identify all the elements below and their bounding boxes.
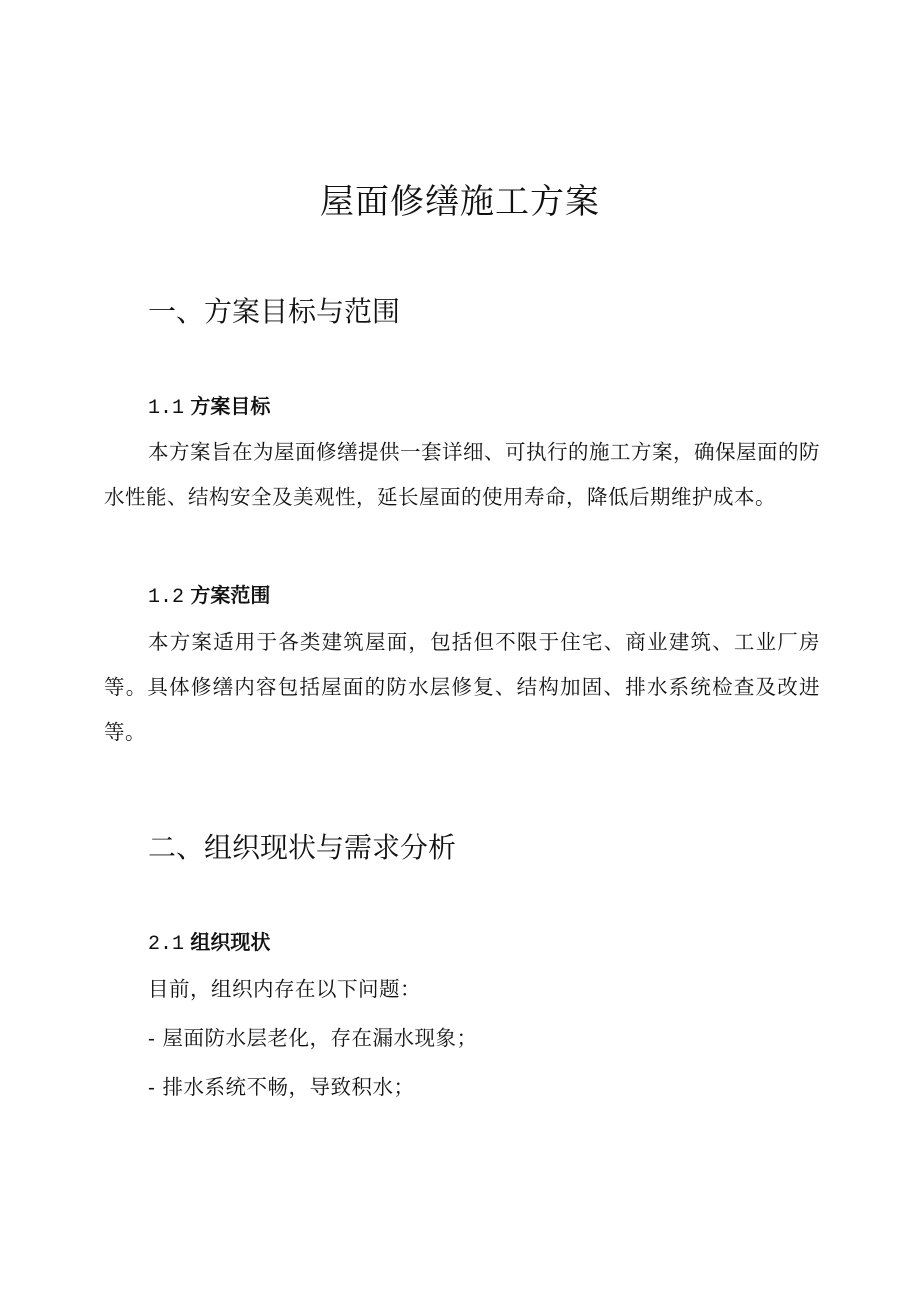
subsection-number: 1.2 — [148, 586, 185, 609]
subsection-1-1-paragraph: 本方案旨在为屋面修缮提供一套详细、可执行的施工方案，确保屋面的防水性能、结构安全及美观性，延长屋面的使用寿命，降低后期维护成本。 — [104, 440, 820, 509]
document-title: 屋面修缮施工方案 — [320, 182, 600, 222]
subsection-label: 组织现状 — [190, 930, 271, 954]
subsection-1-2-heading — [148, 582, 270, 611]
subsection-number: 2.1 — [148, 933, 185, 956]
section-1-heading: 一、方案目标与范围 — [148, 295, 401, 328]
subsection-label: 方案范围 — [190, 583, 271, 607]
list-item: - 屋面防水层老化，存在漏水现象； — [148, 1026, 478, 1050]
subsection-2-1-heading — [148, 929, 270, 958]
subsection-2-1-intro: 目前，组织内存在以下问题： — [148, 977, 421, 1001]
list-item: - 排水系统不畅，导致积水； — [148, 1075, 415, 1099]
subsection-1-1-heading — [148, 393, 270, 422]
subsection-label: 方案目标 — [190, 394, 271, 418]
subsection-1-2-paragraph: 本方案适用于各类建筑屋面，包括但不限于住宅、商业建筑、工业厂房等。具体修缮内容包括屋面的防水层修复、结构加固、排水系统检查及改进等。 — [104, 630, 820, 744]
section-2-heading: 二、组织现状与需求分析 — [148, 831, 457, 864]
subsection-number: 1.1 — [148, 397, 185, 420]
